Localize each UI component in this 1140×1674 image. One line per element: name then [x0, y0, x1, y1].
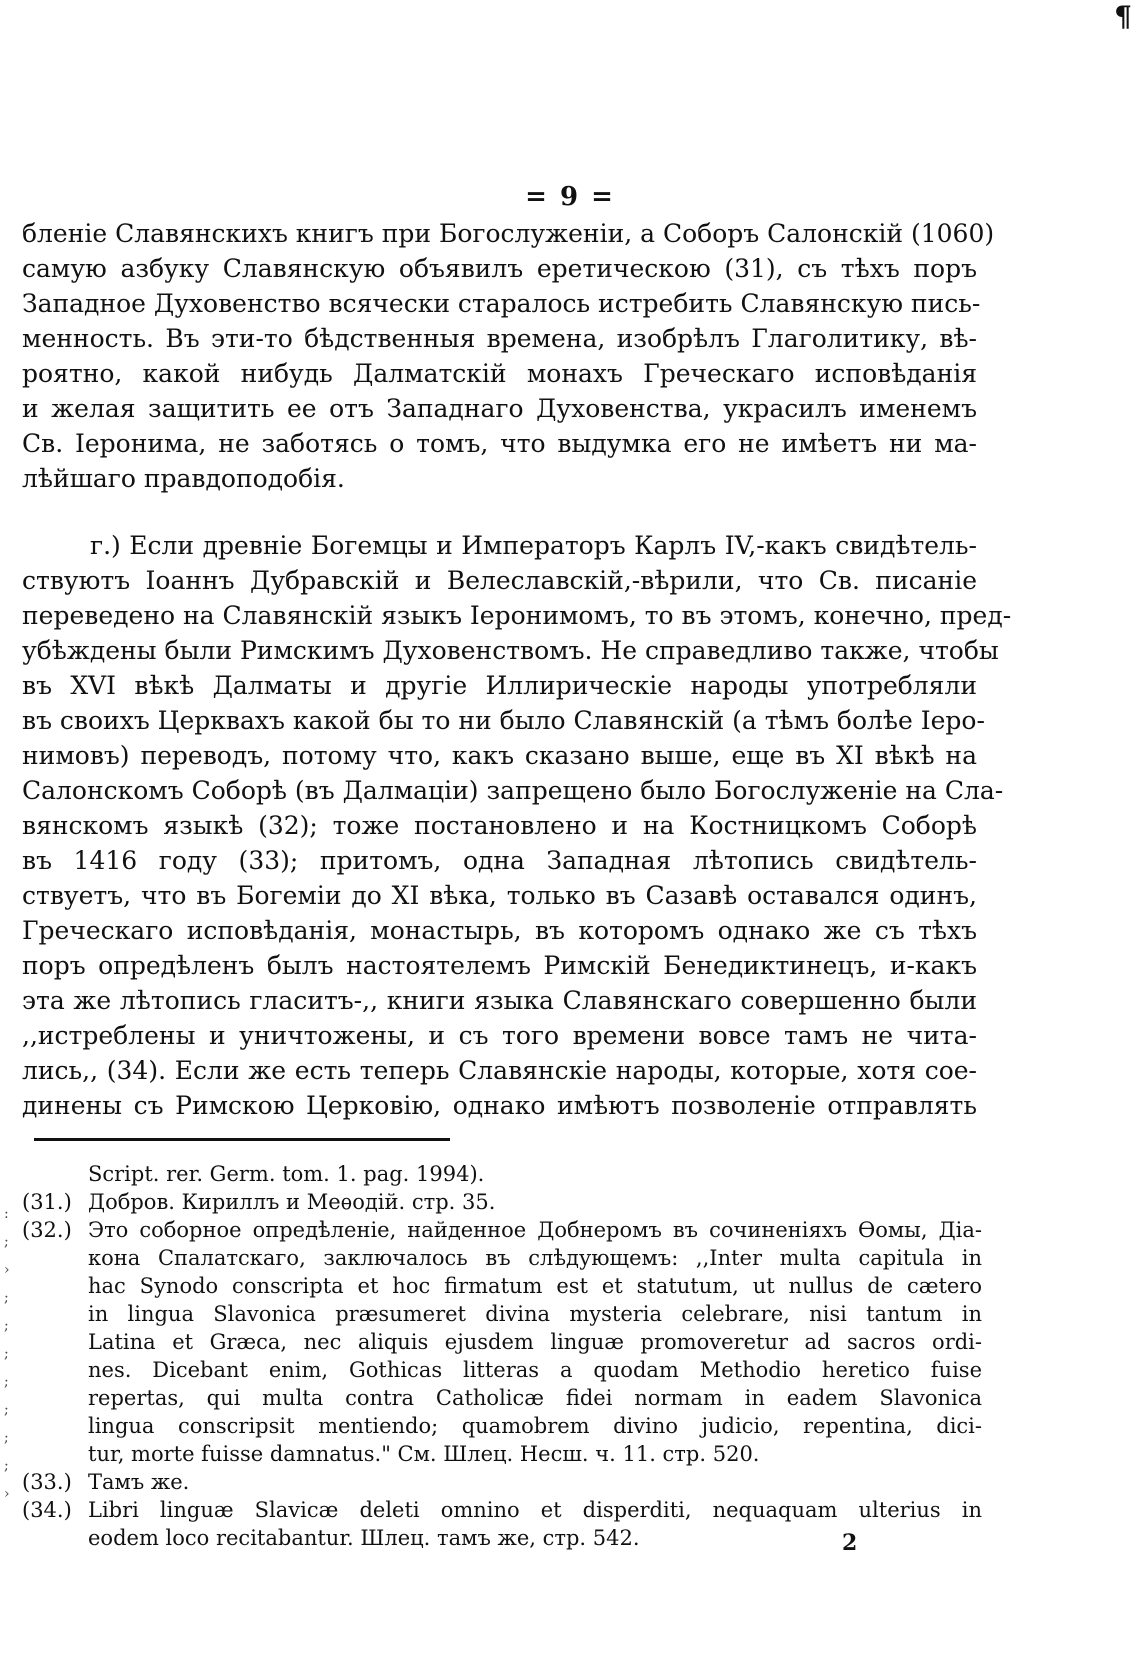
signature-mark: 2	[842, 1530, 858, 1556]
footnote-line: in lingua Slavonica præsumeret divina mysteria celebrare, nisi tantum in	[88, 1302, 982, 1326]
margin-tick: ;	[4, 1374, 9, 1390]
margin-tick: ;	[4, 1234, 9, 1250]
text-line: Св. Іеронима, не заботясь о томъ, что выдумка его не имѣетъ ни ма-	[22, 429, 977, 458]
text-line: нимовъ) переводъ, потому что, какъ сказано выше, еще въ XI вѣкѣ на	[22, 741, 977, 770]
corner-mark: ¶	[1114, 0, 1132, 33]
footnote-number: (33.)	[22, 1470, 72, 1494]
text-line: переведено на Славянскій языкъ Іеронимомъ, то въ этомъ, конечно, пред-	[22, 601, 1012, 630]
text-line: поръ опредѣленъ былъ настоятелемъ Римскій Бенедиктинецъ, и-какъ	[22, 951, 977, 980]
text-line: Западное Духовенство всячески старалось истребить Славянскую пись-	[22, 289, 981, 318]
text-line: самую азбуку Славянскую объявилъ еретическою (31), съ тѣхъ поръ	[22, 254, 977, 283]
text-line: ,,истреблены и уничтожены, и съ того времени вовсе тамъ не чита-	[22, 1021, 977, 1050]
footnote-number: (32.)	[22, 1218, 72, 1242]
margin-tick: ;	[4, 1402, 9, 1418]
text-line: Греческаго исповѣданія, монастырь, въ которомъ однако же съ тѣхъ	[22, 916, 977, 945]
margin-tick: ;	[4, 1430, 9, 1446]
footnote-number: (34.)	[22, 1498, 72, 1522]
text-line: въ своихъ Церквахъ какой бы то ни было Славянскій (а тѣмъ болѣе Іеро-	[22, 706, 985, 735]
footnotes	[22, 1160, 982, 1552]
text-line: въ 1416 году (33); притомъ, одна Западная лѣтопись свидѣтель-	[22, 846, 977, 875]
footnote-line: nes. Dicebant enim, Gothicas litteras a quodam Methodio heretico fuise	[88, 1358, 982, 1382]
text-line: въ XVI вѣкѣ Далматы и другіе Иллирическіе народы употребляли	[22, 671, 977, 700]
page-number: = 9 =	[525, 182, 615, 212]
text-line: роятно, какой нибудь Далматскій монахъ Греческаго исповѣданія	[22, 359, 977, 388]
margin-tick: ›	[4, 1262, 10, 1278]
footnote-carry-line: Script. rer. Germ. tom. 1. pag. 1994).	[88, 1162, 485, 1186]
footnote-line: tur, morte fuisse damnatus." См. Шлец. Несш. ч. 11. стр. 520.	[88, 1442, 760, 1466]
footnote-line: hac Synodo conscripta et hoc firmatum est et statutum, ut nullus de cætero	[88, 1274, 982, 1298]
footnote-line: lingua conscripsit mentiendo; quamobrem divino judicio, repentina, dici-	[88, 1414, 982, 1438]
footnote-line: Latina et Græca, nec aliquis ejusdem linguæ promoveretur ad sacros ordi-	[88, 1330, 982, 1354]
margin-tick: :	[4, 1206, 9, 1222]
margin-tick: ;	[4, 1318, 9, 1334]
text-line: ствуетъ, что въ Богеміи до XI вѣка, только въ Сазавѣ оставался одинъ,	[22, 881, 977, 910]
margin-tick: ;	[4, 1346, 9, 1362]
footnote-31	[22, 1188, 982, 1216]
margin-marks	[4, 1200, 16, 1508]
text-line: ствуютъ Іоаннъ Дубравскій и Велеславскій,-вѣрили, что Св. писаніе	[22, 566, 977, 595]
text-line: лѣйшаго правдоподобія.	[22, 464, 345, 493]
footnote-number: (31.)	[22, 1190, 72, 1214]
footnote-33	[22, 1468, 982, 1496]
text-line: убѣждены были Римскимъ Духовенствомъ. Не справедливо также, чтобы	[22, 636, 999, 665]
paragraph-gap	[22, 496, 977, 528]
text-line: бленіе Славянскихъ книгъ при Богослуженіи, а Соборъ Салонскій (1060)	[22, 219, 995, 248]
main-text	[22, 216, 1012, 1123]
text-line: Салонскомъ Соборѣ (въ Далмаціи) запрещено было Богослуженіе на Сла-	[22, 776, 1004, 805]
margin-tick: ›	[4, 1486, 10, 1502]
text-line: динены съ Римскою Церковію, однако имѣютъ позволеніе отправлять	[22, 1091, 977, 1120]
footnote-32	[22, 1216, 982, 1244]
footnote-line: кона Спалатскаго, заключалось въ слѣдующемъ: ,,Inter multa capitula in	[88, 1246, 982, 1270]
footnote-text: Добров. Кириллъ и Меѳодій. стр. 35.	[88, 1190, 496, 1214]
footnote-text: Тамъ же.	[88, 1470, 190, 1494]
footnote-rule	[34, 1138, 450, 1141]
footnote-34	[22, 1496, 982, 1524]
text-line: менность. Въ эти-то бѣдственныя времена, изобрѣлъ Глаголитику, вѣ-	[22, 324, 977, 353]
text-line: г.) Если древніе Богемцы и Императоръ Карлъ IV,-какъ свидѣтель-	[90, 531, 977, 560]
text-line: лись,, (34). Если же есть теперь Славянскіе народы, которые, хотя сое-	[22, 1056, 977, 1085]
margin-tick: ;	[4, 1458, 9, 1474]
margin-tick: ;	[4, 1290, 9, 1306]
text-line: вянскомъ языкѣ (32); тоже постановлено и на Костницкомъ Соборѣ	[22, 811, 977, 840]
footnote-line: repertas, qui multa contra Catholicæ fidei normam in eadem Slavonica	[88, 1386, 982, 1410]
text-line: и желая защитить ее отъ Западнаго Духовенства, украсилъ именемъ	[22, 394, 977, 423]
footnote-text: Libri linguæ Slavicæ deleti omnino et disperditi, nequaquam ulterius in	[88, 1498, 982, 1522]
footnote-text: Это соборное опредѣленіе, найденное Добнеромъ въ сочиненіяхъ Ѳомы, Діа-	[88, 1218, 982, 1242]
text-line: эта же лѣтопись гласитъ-,, книги языка Славянскаго совершенно были	[22, 986, 977, 1015]
footnote-line: eodem loco recitabantur. Шлец. тамъ же, стр. 542.	[88, 1526, 640, 1550]
